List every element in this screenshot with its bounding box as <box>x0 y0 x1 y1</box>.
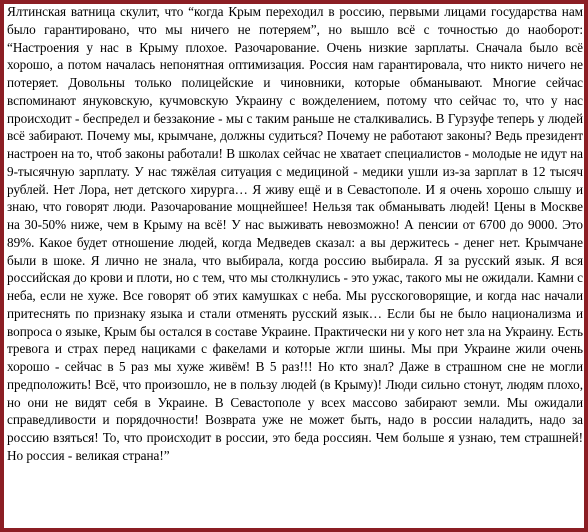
quote-text: Ялтинская ватница скулит, что “когда Крым переходил в россию, первыми лицами государства нам было гарантировано, что мы ничего не потеряем”, но вышло всё с точностью до наоборот: “Настроения у нас в Крыму плохое. Разочарование. Очень низкие зарплаты. Сначала было всё хорошо, а потом началась непонятная оптимизация. Россия нам гарантировала, что никто ничего не потеряет. Довольны только полицейские и чиновники, которые обманывают. Многие сейчас вспоминают януковскую, кучмовскую Украину с вожделением, потому что сейчас то, что у нас происходит - беспредел и беззаконие - мы с таким раньше не сталкивались. В Гурзуфе теперь у людей всё забирают. Почему мы, крымчане, должны судиться? Почему не работают законы? Ведь президент настроен на то, чтоб законы работали! В школах сейчас не хватает специалистов - молодые не идут на 9-тысячную зарплату. У нас тяжёлая ситуация с медициной - медики ушли из-за зарплат в 12 тысяч рублей. Нет Лора, нет детского хирурга… Я живу ещё и в Севастополе. И я очень хорошо слышу и знаю, что говорят люди. Разочарование мощнейшее! Нельзя так обманывать людей! Цены в Москве на 30-50% ниже, чем в Крыму на всё! У нас выживать невозможно! А пенсии от 6700 до 9000. Это 89%. Какое будет отношение людей, когда Медведев сказал: а вы держитесь - денег нет. Крымчане были в шоке. Я лично не знала, что выбирала, когда россию выбирала. Я за русский язык. Я вся российская до крови и плоти, но с тем, что мы столкнулись - это ужас, такого мы не ожидали. Камни с неба, если не хуже. Все говорят об этих камушках с неба. Мы русскоговорящие, и когда нас начали притеснять по признаку языка и стали отменять русский язык… Если бы не было национализма и вопроса о языке, Крым бы остался в составе Украине. Практически ни у кого нет зла на Украину. Есть тревога и страх перед нациками с факелами и которые жгли шины. Мы при Украине жили очень хорошо - сейчас в 5 раз мы хуже живём! В 5 раз!!! Но кто знал? Даже в страшном сне не могли предположить! Всё, что произошло, не в пользу людей (в Крыму)! Люди сильно стонут, людям плохо, но они не видят себя в Украине. В Севастополе у всех массово забирают земли. Мы ожидали справедливости и порядочности! Возврата уже не может быть, надо в россии наладить, надо за россию взяться! То, что происходит в россии, это беда россиян. Чем больше я узнаю, тем страшней! Но россия - великая страна!” <box>7 4 583 463</box>
